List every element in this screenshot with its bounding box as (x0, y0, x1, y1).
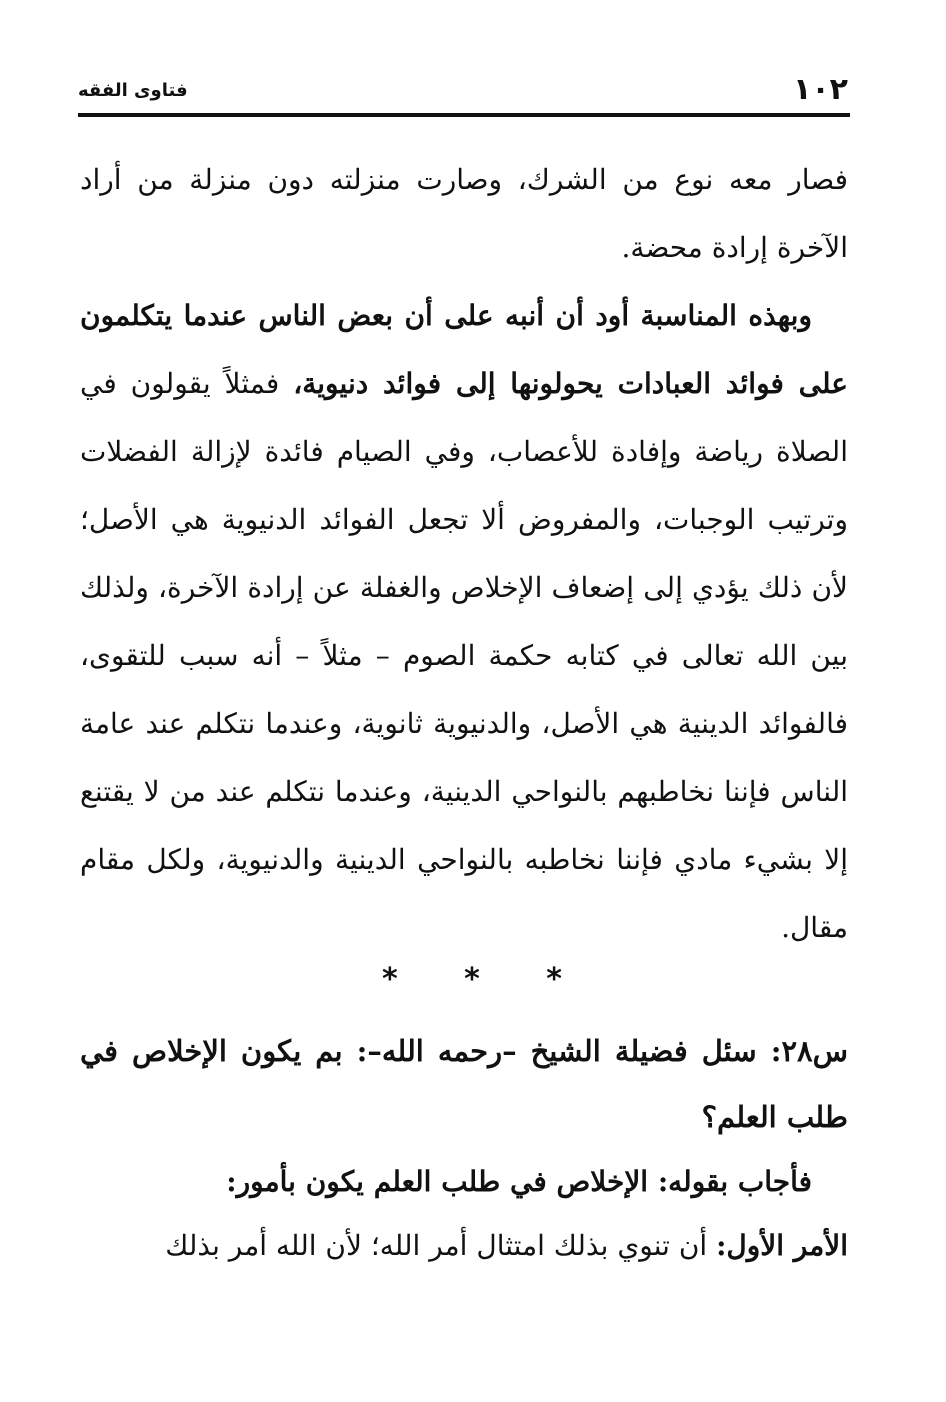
main-text (80, 146, 848, 962)
answer-block (80, 1150, 848, 1278)
running-title: فتاوى الفقه (78, 80, 188, 101)
header-divider (78, 113, 850, 117)
page-header (78, 70, 848, 116)
paragraph-2 (80, 282, 848, 962)
separator-star: * (381, 962, 400, 997)
page-number: ١٠٢ (793, 72, 848, 107)
paragraph-1: فصار معه نوع من الشرك، وصارت منزلته دون منزلة من أراد الآخرة إرادة محضة. (80, 163, 848, 264)
answer-item-1 (80, 1214, 848, 1278)
answer-intro (80, 1150, 848, 1214)
paragraph-2-lead: وبهذه المناسبة أود أن أنبه على أن بعض الناس عندما يتكلمون على فوائد العبادات يحولونها إلى فوائد دنيوية، (80, 299, 848, 400)
section-separator (0, 960, 946, 1000)
paragraph-2-rest: فمثلاً يقولون في الصلاة رياضة وإفادة للأعصاب، وفي الصيام فائدة لإزالة الفضلات وترتيب الوجبات، والمفروض ألا تجعل الفوائد الدنيوية هي الأصل؛ لأن ذلك يؤدي إلى إضعاف الإخلاص والغفلة عن إرادة الآخرة، ولذلك بين الله تعالى في كتابه حكمة الصوم – مثلاً – أنه سبب للتقوى، فالفوائد الدينية هي الأصل، والدنيوية ثانوية، وعندما نتكلم عند عامة الناس فإننا نخاطبهم بالنواحي الدينية، وعندما نتكلم عند من لا يقتنع إلا بشيء مادي فإننا نخاطبه بالنواحي الدينية والدنيوية، ولكل مقام مقال. (80, 367, 849, 944)
separator-star: * (546, 962, 564, 997)
separator-star: * (464, 962, 482, 997)
question-28: س٢٨: سئل فضيلة الشيخ –رحمه الله–: بم يكون الإخلاص في طلب العلم؟ (80, 1034, 848, 1134)
answer-item-1-lead: الأمر الأول: (716, 1229, 848, 1262)
answer-intro-text: فأجاب بقوله: الإخلاص في طلب العلم يكون بأمور: (226, 1165, 812, 1198)
answer-item-1-text: أن تنوي بذلك امتثال أمر الله؛ لأن الله أمر بذلك (165, 1229, 717, 1262)
